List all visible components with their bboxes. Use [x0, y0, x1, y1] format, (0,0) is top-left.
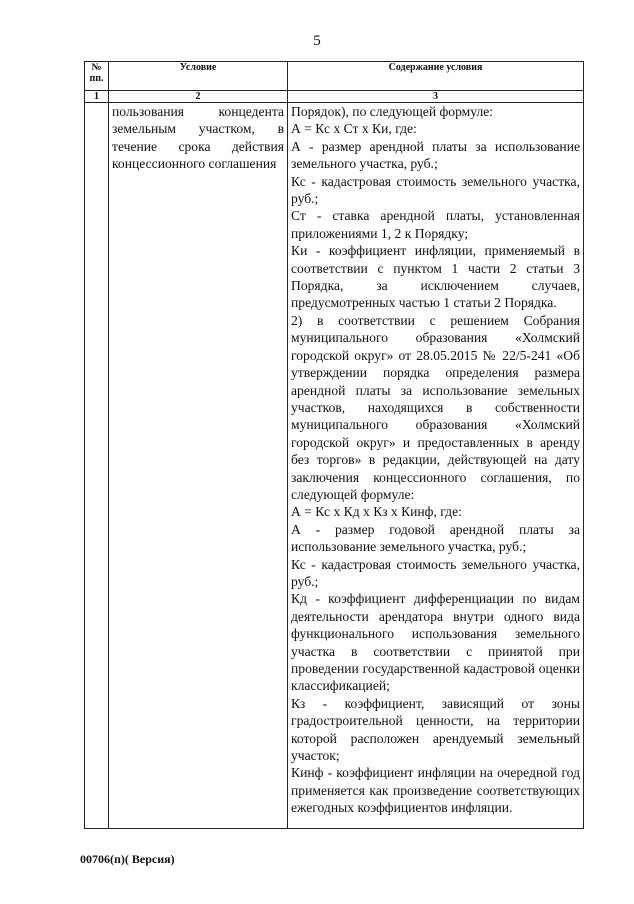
document-footer: 00706(п)( Версия)	[80, 852, 175, 866]
table-header-row	[85, 62, 584, 91]
content-line: 2) в соответствии с решением Собрания муниципального образования «Холмский городской округ» от 28.05.2015 № 22/5-241 «Об утверждении порядка определения размера арендной платы за использование земельных участков, находящихся в собственности муниципального образования «Холмский городской округ» и предоставленных в аренду без торгов» в редакции, действующей на дату заключения концессионного соглашения, по следующей формуле:	[291, 312, 580, 502]
column-number-1: 1	[85, 91, 109, 103]
content-line: А - размер арендной платы за использование земельного участка, руб.;	[291, 138, 580, 172]
content-line: Ки - коэффициент инфляции, применяемый в соответствии с пунктом 1 части 2 статьи 3 Порядка, за исключением случаев, предусмотренных частью 1 статьи 2 Порядка.	[291, 243, 580, 311]
content-line: Кз - коэффициент, зависящий от зоны градостроительной ценности, на территории которой расположен арендуемый земельный участок;	[291, 695, 580, 764]
page-number: 5	[313, 33, 321, 49]
content-line: Кд - коэффициент дифференциации по видам деятельности арендатора внутри одного вида функционального использования земельного участка в соответствии с принятой при проведении государственной кадастровой оценки классификацией;	[291, 591, 580, 694]
formula-line: А = Кс х Ст х Ки, где:	[291, 121, 417, 137]
content-cell	[288, 103, 584, 829]
row-number-cell	[85, 103, 109, 829]
table-row	[85, 103, 584, 829]
formula-line: А = Кс х Кд х Кз х Кинф, где:	[291, 504, 462, 520]
content-line: Ст - ставка арендной платы, установленная приложениями 1, 2 к Порядку;	[291, 208, 580, 241]
column-number-3: 3	[288, 91, 584, 103]
content-line: Кс - кадастровая стоимость земельного участка, руб.;	[291, 173, 580, 207]
content-line: Порядок), по следующей формуле:	[291, 104, 494, 119]
condition-cell: пользования концедента земельным участком, в течение срока действия концессионного соглашения	[109, 103, 288, 829]
header-condition: Условие	[109, 62, 288, 91]
content-line: Кинф - коэффициент инфляции на очередной год применяется как произведение соответствующих ежегодных коэффициентов инфляции.	[291, 765, 580, 816]
content-line: Кс - кадастровая стоимость земельного участка, руб.;	[291, 556, 580, 589]
content-line: А - размер годовой арендной платы за использование земельного участка, руб.;	[291, 521, 580, 555]
header-number: № пп.	[85, 62, 109, 91]
conditions-table	[84, 61, 584, 829]
column-number-row	[85, 91, 584, 103]
column-number-2: 2	[109, 91, 288, 103]
header-content: Содержание условия	[288, 62, 584, 91]
